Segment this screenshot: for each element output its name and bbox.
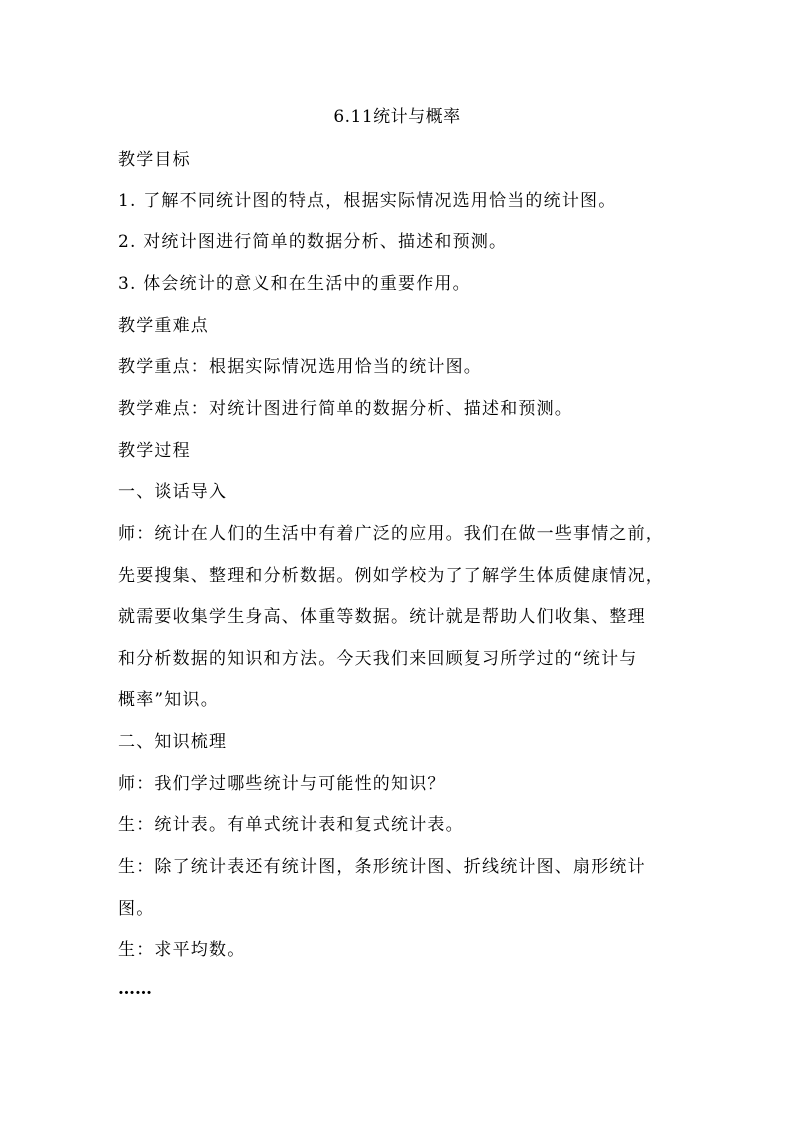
heading-teaching-process: 教学过程: [118, 441, 191, 461]
dialogue-line: 师：我们学过哪些统计与可能性的知识？: [118, 774, 446, 794]
paragraph-line: 概率”知识。: [118, 690, 219, 710]
paragraph-line: 就需要收集学生身高、体重等数据。统计就是帮助人们收集、整理: [118, 607, 646, 627]
goal-item-3: 3. 体会统计的意义和在生活中的重要作用。: [118, 274, 471, 294]
page-title: 6.11统计与概率: [333, 107, 461, 127]
paragraph-line: 先要搜集、整理和分析数据。例如学校为了了解学生体质健康情况，: [118, 566, 664, 586]
dialogue-line: 生：求平均数。: [118, 940, 246, 960]
goal-item-2: 2. 对统计图进行简单的数据分析、描述和预测。: [118, 232, 508, 252]
heading-teaching-goals: 教学目标: [118, 150, 191, 170]
goal-item-1: 1. 了解不同统计图的特点，根据实际情况选用恰当的统计图。: [118, 191, 617, 211]
paragraph-line: 师：统计在人们的生活中有着广泛的应用。我们在做一些事情之前，: [118, 524, 664, 544]
section-heading-1: 一、谈话导入: [118, 482, 228, 502]
key-point-text: 教学重点：根据实际情况选用恰当的统计图。: [118, 357, 482, 377]
difficult-point-text: 教学难点：对统计图进行简单的数据分析、描述和预测。: [118, 399, 573, 419]
paragraph-line: 和分析数据的知识和方法。今天我们来回顾复习所学过的“统计与: [118, 649, 638, 669]
dialogue-line: 图。: [118, 899, 155, 919]
heading-key-points: 教学重难点: [118, 316, 209, 336]
dialogue-line: 生：除了统计表还有统计图，条形统计图、折线统计图、扇形统计: [118, 857, 646, 877]
ellipsis: ……: [118, 979, 152, 999]
dialogue-line: 生：统计表。有单式统计表和复式统计表。: [118, 815, 464, 835]
section-heading-2: 二、知识梳理: [118, 732, 228, 752]
